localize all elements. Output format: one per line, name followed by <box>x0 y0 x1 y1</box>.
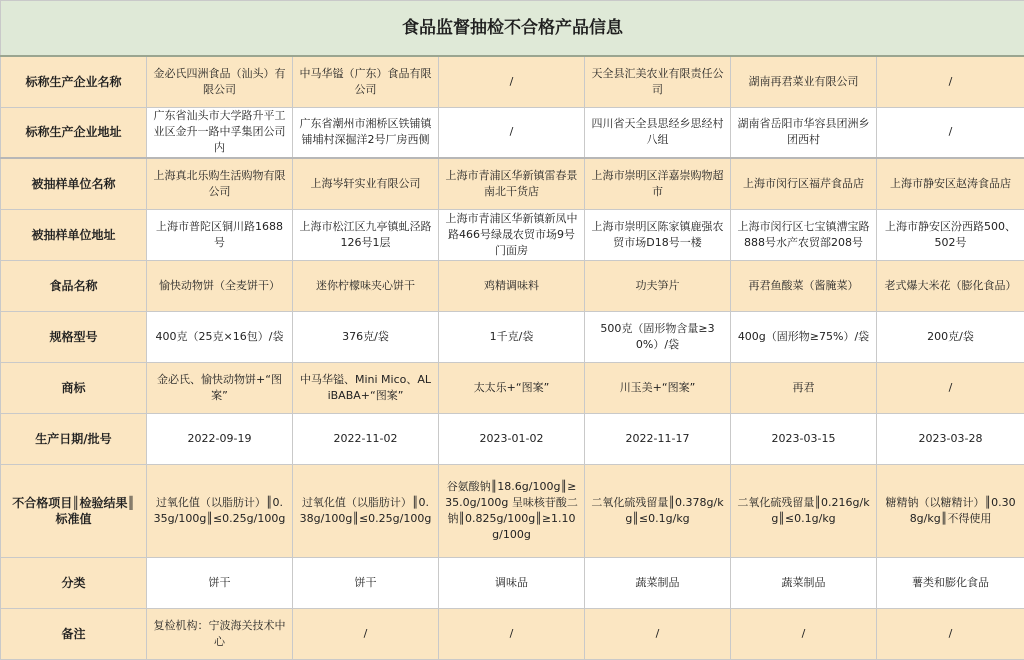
table-cell: 2023-03-28 <box>877 413 1024 464</box>
table-cell: / <box>585 608 731 659</box>
table-row <box>1 107 1024 158</box>
table-row <box>1 557 1024 608</box>
table-cell: 愉快动物饼（全麦饼干） <box>147 260 293 311</box>
table-cell: / <box>439 107 585 158</box>
table-cell: 二氧化硫残留量║0.378g/kg║≤0.1g/kg <box>585 464 731 557</box>
table-cell: 2022-11-02 <box>293 413 439 464</box>
table-cell: 过氧化值（以脂肪计）║0.38g/100g║≤0.25g/100g <box>293 464 439 557</box>
table-cell: 400g（固形物≥75%）/袋 <box>731 311 877 362</box>
table-row <box>1 464 1024 557</box>
table-cell: 蔬菜制品 <box>585 557 731 608</box>
table-cell: 太太乐+“图案” <box>439 362 585 413</box>
table-row <box>1 608 1024 659</box>
row-header: 商标 <box>1 362 147 413</box>
table-cell: 饼干 <box>147 557 293 608</box>
table-cell: 上海市松江区九亭镇虬泾路126号1层 <box>293 209 439 260</box>
table-cell: 上海市崇明区陈家镇鹿强农贸市场D18号一楼 <box>585 209 731 260</box>
table-cell: / <box>877 56 1024 107</box>
table-cell: 薯类和膨化食品 <box>877 557 1024 608</box>
table-cell: / <box>439 608 585 659</box>
table-row <box>1 362 1024 413</box>
table-cell: 上海市闵行区七宝镇漕宝路888号水产农贸部208号 <box>731 209 877 260</box>
table-cell: 川玉美+“图案” <box>585 362 731 413</box>
table-cell: 糖精钠（以糖精计）║0.308g/kg║不得使用 <box>877 464 1024 557</box>
row-header: 标称生产企业名称 <box>1 56 147 107</box>
row-header: 被抽样单位地址 <box>1 209 147 260</box>
row-header: 备注 <box>1 608 147 659</box>
table-cell: 金必氏、愉快动物饼+“图案” <box>147 362 293 413</box>
table-cell: / <box>877 107 1024 158</box>
table-cell: 2023-01-02 <box>439 413 585 464</box>
table-cell: 谷氨酸钠║18.6g/100g║≥35.0g/100g 呈味核苷酸二钠║0.825g/100g║≥1.10g/100g <box>439 464 585 557</box>
row-header: 被抽样单位名称 <box>1 158 147 209</box>
row-header: 分类 <box>1 557 147 608</box>
table-cell: 四川省天全县思经乡思经村八组 <box>585 107 731 158</box>
table-cell: 上海真北乐购生活购物有限公司 <box>147 158 293 209</box>
table-cell: 再君鱼酸菜（酱腌菜） <box>731 260 877 311</box>
table-cell: 上海市普陀区铜川路1688号 <box>147 209 293 260</box>
row-header: 生产日期/批号 <box>1 413 147 464</box>
row-header: 不合格项目║检验结果║标准值 <box>1 464 147 557</box>
table-cell: 调味品 <box>439 557 585 608</box>
table-cell: 上海市青浦区华新镇雷春景南北干货店 <box>439 158 585 209</box>
table-cell: 湖南再君菜业有限公司 <box>731 56 877 107</box>
table-cell: 复检机构：宁波海关技术中心 <box>147 608 293 659</box>
table-cell: 广东省潮州市湘桥区铁铺镇铺埔村深掘洋2号厂房西侧 <box>293 107 439 158</box>
row-header: 规格型号 <box>1 311 147 362</box>
table-cell: 天全县汇美农业有限责任公司 <box>585 56 731 107</box>
table-cell: 上海市青浦区华新镇新凤中路466号绿晟农贸市场9号门面房 <box>439 209 585 260</box>
table-cell: 过氧化值（以脂肪计）║0.35g/100g║≤0.25g/100g <box>147 464 293 557</box>
table-cell: / <box>731 608 877 659</box>
table-cell: 400克（25克×16包）/袋 <box>147 311 293 362</box>
table-cell: / <box>293 608 439 659</box>
table-row <box>1 413 1024 464</box>
table-row <box>1 311 1024 362</box>
table-cell: 上海市静安区赵涛食品店 <box>877 158 1024 209</box>
table-cell: / <box>439 56 585 107</box>
table-cell: 功夫笋片 <box>585 260 731 311</box>
table-row <box>1 158 1024 209</box>
table-cell: 中马华镒、Mini Mico、ALiBABA+“图案” <box>293 362 439 413</box>
table-cell: 上海市崇明区洋嘉崇购物超市 <box>585 158 731 209</box>
table-cell: 再君 <box>731 362 877 413</box>
table-cell: / <box>877 608 1024 659</box>
row-header: 标称生产企业地址 <box>1 107 147 158</box>
table-cell: 湖南省岳阳市华容县团洲乡团西村 <box>731 107 877 158</box>
table-cell: 上海岑轩实业有限公司 <box>293 158 439 209</box>
table-cell: 迷你柠檬味夹心饼干 <box>293 260 439 311</box>
table-cell: 1千克/袋 <box>439 311 585 362</box>
table-cell: / <box>877 362 1024 413</box>
table-cell: 金必氏四洲食品（汕头）有限公司 <box>147 56 293 107</box>
row-header: 食品名称 <box>1 260 147 311</box>
table-cell: 上海市闵行区福芹食品店 <box>731 158 877 209</box>
table-cell: 老式爆大米花（膨化食品） <box>877 260 1024 311</box>
table-row <box>1 56 1024 107</box>
table-cell: 200克/袋 <box>877 311 1024 362</box>
table-row <box>1 209 1024 260</box>
table-cell: 2023-03-15 <box>731 413 877 464</box>
table-cell: 鸡精调味料 <box>439 260 585 311</box>
table-cell: 2022-11-17 <box>585 413 731 464</box>
table-cell: 376克/袋 <box>293 311 439 362</box>
table-cell: 中马华镒（广东）食品有限公司 <box>293 56 439 107</box>
table-cell: 2022-09-19 <box>147 413 293 464</box>
table-cell: 上海市静安区汾西路500、502号 <box>877 209 1024 260</box>
table-cell: 饼干 <box>293 557 439 608</box>
table-cell: 蔬菜制品 <box>731 557 877 608</box>
page-title: 食品监督抽检不合格产品信息 <box>1 1 1024 57</box>
table-cell: 500克（固形物含量≥30%）/袋 <box>585 311 731 362</box>
table-row <box>1 260 1024 311</box>
table-cell: 二氧化硫残留量║0.216g/kg║≤0.1g/kg <box>731 464 877 557</box>
table-cell: 广东省汕头市大学路升平工业区金升一路中孚集团公司内 <box>147 107 293 158</box>
